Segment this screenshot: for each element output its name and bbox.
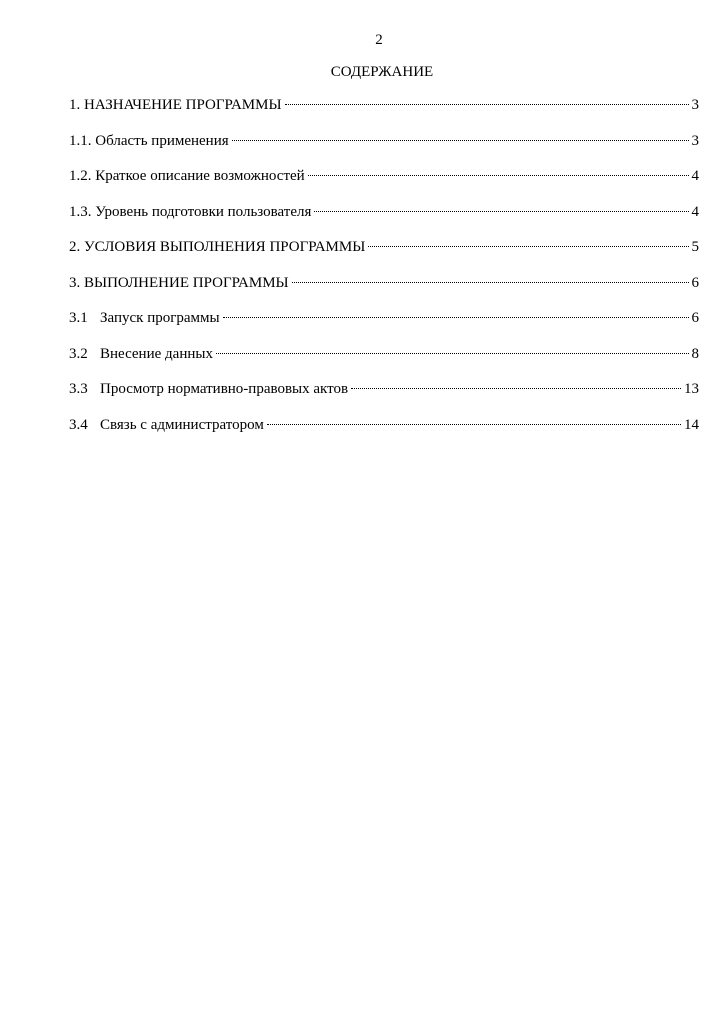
toc-entry-3-4[interactable] [69, 416, 699, 452]
toc-entry-label: НАЗНАЧЕНИЕ ПРОГРАММЫ [84, 97, 282, 113]
toc-entry-page: 13 [684, 381, 699, 397]
toc-entry-page: 5 [691, 239, 699, 255]
toc-entry-3-2[interactable] [69, 345, 699, 381]
toc-entry-page: 6 [691, 274, 699, 291]
toc-entry-label: Область применения [95, 132, 229, 149]
toc-entry-label: Внесение данных [100, 345, 213, 362]
dot-leader [314, 203, 688, 212]
toc-entry-number: 3.4 [69, 416, 88, 433]
toc-entry-number: 3. [69, 274, 81, 291]
toc-entry-label: Просмотр нормативно-правовых актов [100, 381, 349, 397]
dot-leader [292, 274, 689, 283]
toc-entry-page: 4 [691, 203, 699, 220]
toc-entry-label: УСЛОВИЯ ВЫПОЛНЕНИЯ ПРОГРАММЫ [84, 239, 366, 255]
toc-entry-number: 1.1. [69, 132, 92, 149]
toc-entry-3[interactable] [69, 274, 699, 310]
toc-entry-3-3[interactable] [69, 380, 699, 416]
toc-entry-3-1[interactable] [69, 309, 699, 345]
toc-entry-2[interactable] [69, 238, 699, 274]
toc-entry-1-3[interactable] [69, 203, 699, 239]
toc-entry-number: 1. [69, 97, 81, 113]
toc-entry-page: 3 [691, 97, 699, 113]
toc-entry-number: 3.2 [69, 345, 88, 362]
toc-entry-number: 2. [69, 239, 81, 255]
toc-entry-page: 6 [691, 310, 699, 326]
toc-entry-1-2[interactable] [69, 167, 699, 203]
toc-entry-number: 1.3. [69, 203, 92, 220]
toc-entry-1[interactable] [69, 96, 699, 132]
dot-leader [216, 345, 689, 354]
dot-leader [308, 167, 689, 176]
toc-entry-page: 8 [691, 345, 699, 362]
dot-leader [267, 416, 681, 425]
toc-entry-number: 3.1 [69, 310, 88, 326]
toc-entry-number: 1.2. [69, 168, 92, 184]
dot-leader [223, 309, 689, 318]
toc-entry-page: 14 [684, 416, 699, 433]
toc-title: СОДЕРЖАНИЕ [330, 64, 434, 80]
table-of-contents [69, 96, 699, 451]
toc-entry-label: Краткое описание возможностей [95, 168, 305, 184]
dot-leader [232, 132, 689, 141]
toc-entry-label: Связь с администратором [100, 416, 264, 433]
toc-entry-page: 3 [691, 132, 699, 149]
toc-entry-label: Уровень подготовки пользователя [95, 203, 312, 220]
dot-leader [368, 238, 688, 247]
toc-entry-number: 3.3 [69, 381, 88, 397]
dot-leader [285, 96, 689, 105]
toc-entry-1-1[interactable] [69, 132, 699, 168]
dot-leader [351, 380, 681, 389]
toc-entry-label: Запуск программы [100, 310, 220, 326]
page-number: 2 [375, 32, 383, 48]
toc-entry-page: 4 [691, 168, 699, 184]
toc-entry-label: ВЫПОЛНЕНИЕ ПРОГРАММЫ [84, 274, 289, 291]
